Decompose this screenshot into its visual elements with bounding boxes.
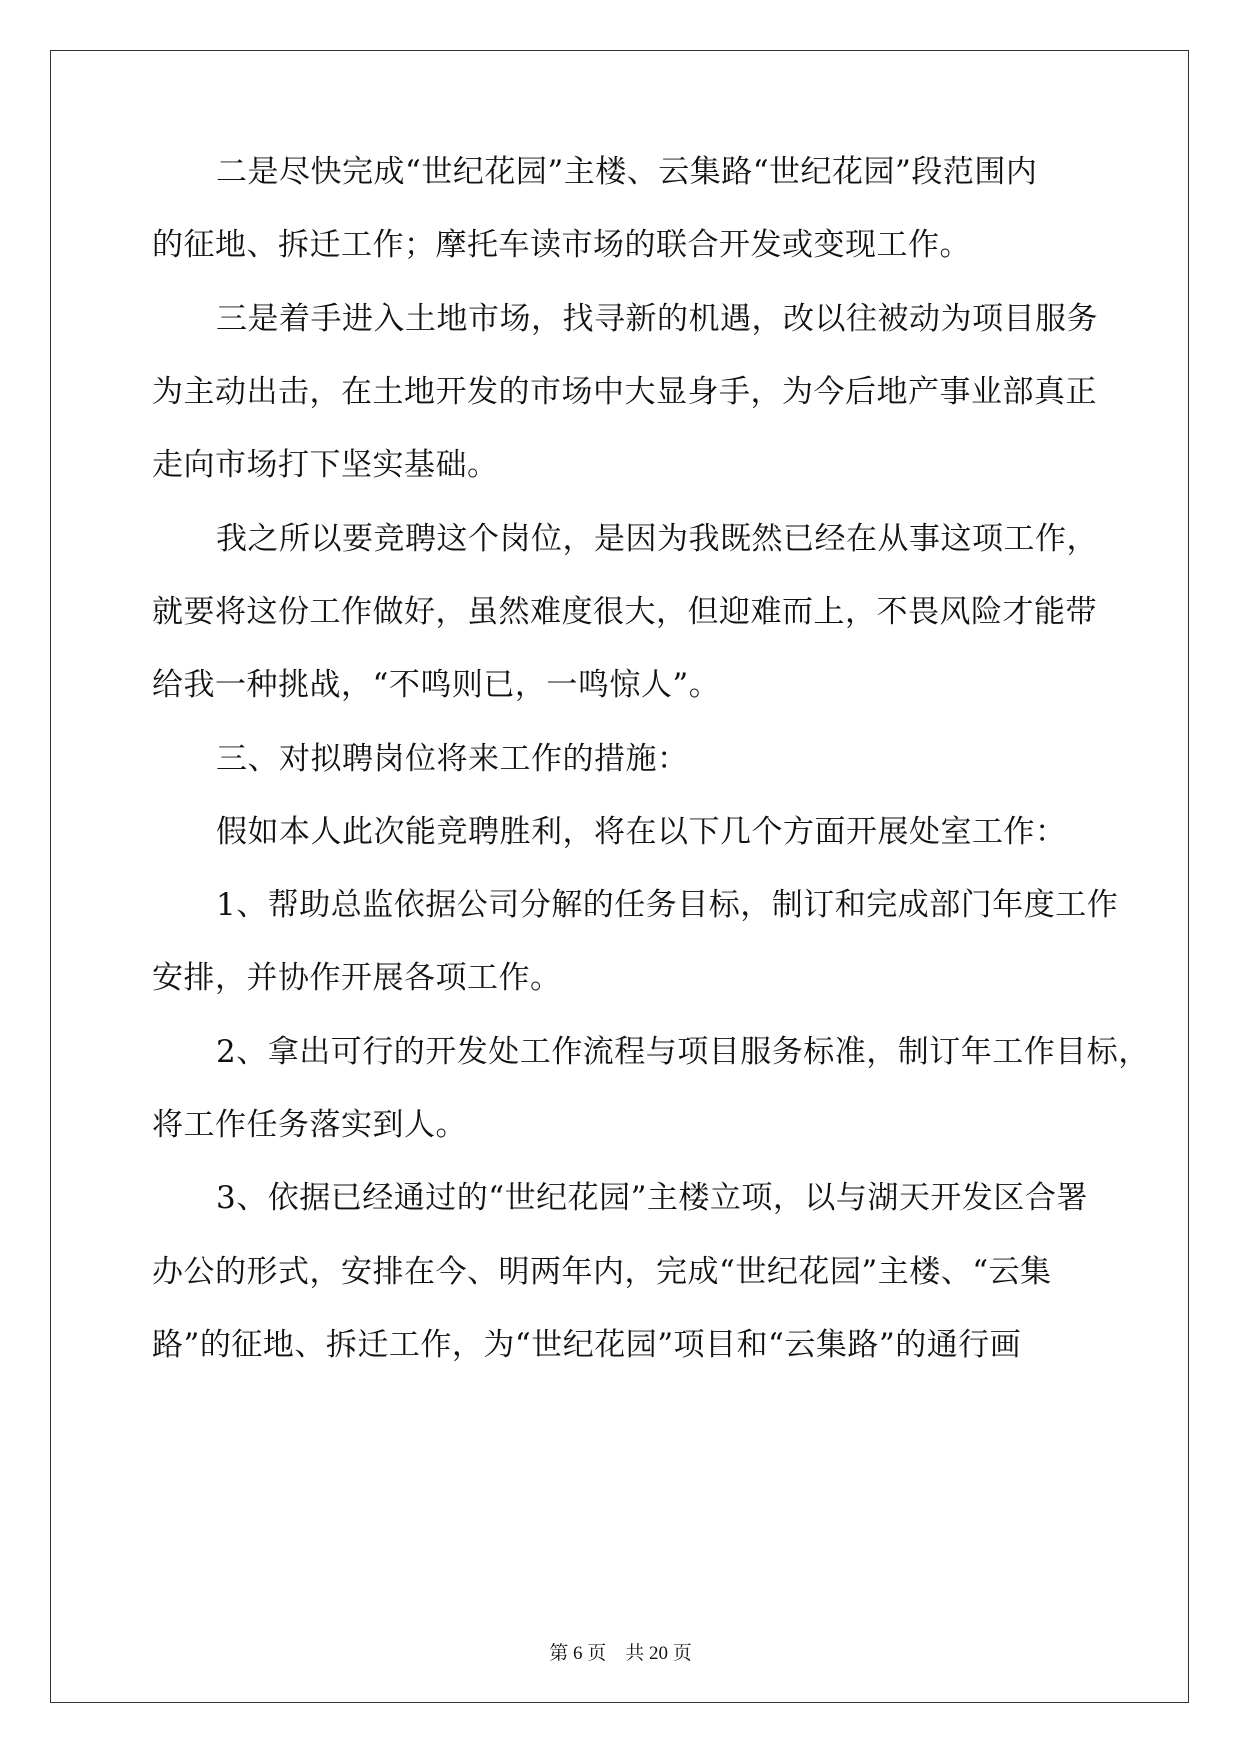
text-line: 的征地、拆迁工作；摩托车读市场的联合开发或变现工作。 (152, 227, 971, 263)
text-line: 假如本人此次能竞聘胜利，将在以下几个方面开展处室工作： (216, 814, 1067, 850)
text-line: 将工作任务落实到人。 (152, 1107, 467, 1143)
text-line: 为主动出击，在土地开发的市场中大显身手，为今后地产事业部真正 (152, 374, 1097, 410)
text-line: 我之所以要竞聘这个岗位，是因为我既然已经在从事这项工作， (216, 521, 1098, 557)
text-line: 三是着手进入土地市场，找寻新的机遇，改以往被动为项目服务 (216, 301, 1098, 337)
text-line: 路”的征地、拆迁工作，为“世纪花园”项目和“云集路”的通行画 (152, 1327, 1022, 1363)
text-line: 走向市场打下坚实基础。 (152, 447, 499, 483)
list-item: 1、帮助总监依据公司分解的任务目标，制订和完成部门年度工作 (216, 887, 1119, 923)
text-line: 办公的形式，安排在今、明两年内，完成“世纪花园”主楼、“云集 (152, 1254, 1052, 1290)
section-heading: 三、对拟聘岗位将来工作的措施： (216, 741, 689, 777)
list-item: 2、拿出可行的开发处工作流程与项目服务标准，制订年工作目标， (216, 1034, 1150, 1070)
page-border (50, 50, 1189, 1703)
text-line: 二是尽快完成“世纪花园”主楼、云集路“世纪花园”段范围内 (216, 154, 1038, 190)
text-line: 给我一种挑战，“不鸣则已，一鸣惊人”。 (152, 667, 721, 703)
list-item: 3、依据已经通过的“世纪花园”主楼立项，以与湖天开发区合署 (216, 1180, 1088, 1216)
page-number-footer: 第 6 页 共 20 页 (549, 1643, 692, 1664)
text-line: 安排，并协作开展各项工作。 (152, 960, 562, 996)
text-line: 就要将这份工作做好，虽然难度很大，但迎难而上，不畏风险才能带 (152, 594, 1097, 630)
